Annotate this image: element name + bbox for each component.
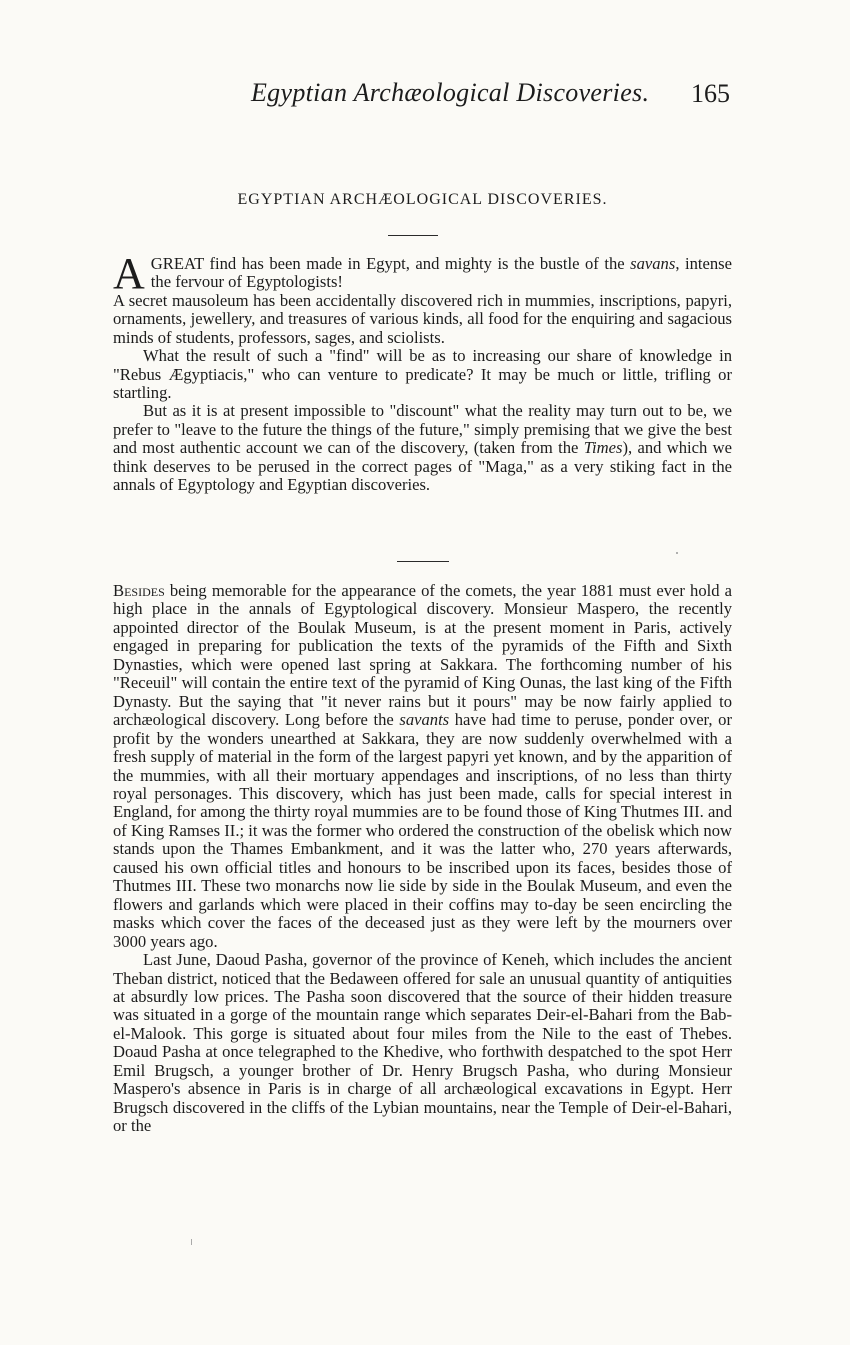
main-paragraph-2: Last June, Daoud Pasha, governor of the province of Keneh, which includes the ancient Theban district, noticed that the Bedaween offered for sale an unusual quantity of antiquities at absurdly low prices. The Pasha soon discovered that the source of their hidden treasure was situated in a gorge of the mountain range which separates Deir-el-Bahari from the Bab-el-Malook. This gorge is situated about four miles from the Nile to the east of Thebes. Doaud Pasha at once telegraphed to the Khedive, who forthwith despatched to the spot Herr Emil Brugsch, a younger brother of Dr. Henry Brugsch Pasha, who during Monsieur Maspero's absence in Paris is in charge of all archæological excavations in Egypt. Herr Brugsch discovered in the cliffs of the Lybian mountains, near the Temple of Deir-el-Bahari, or the bbox=[113, 950, 732, 1136]
title-rule bbox=[388, 235, 438, 236]
running-head bbox=[113, 78, 732, 114]
intro-paragraph-3: What the result of such a "find" will be as to increasing our share of knowledge in "Rebus Ægyptiacis," who can venture to predicate? It may be much or little, trifling or startling. bbox=[113, 346, 732, 403]
intro-p1-caps: GREAT bbox=[150, 254, 204, 273]
intro-p1-italic: savans bbox=[630, 254, 676, 273]
intro-p4-italic: Times bbox=[583, 438, 623, 458]
drop-cap: A bbox=[113, 249, 145, 298]
main-p1-text-a: being memorable for the appearance of the comets, the year 1881 must ever hold a high place in the annals of Egyptological discovery. Monsieur Maspero, the recently appointed director of the Boulak Museum, is at the present moment in Paris, actively engaged in preparing for publication the texts of the pyramids of the Fifth and Sixth Dynasties, which were opened last spring at Sakkara. The forthcoming number of his "Receuil" will contain the entire text of the pyramid of King Ounas, the last king of the Fifth Dynasty. But the saying that "it never rains but it pours" may be now fairly applied to archæological discovery. Long before the bbox=[113, 581, 732, 730]
intro-p1-text-a: find has been made in Egypt, and mighty is the bustle of the bbox=[203, 254, 631, 273]
page-number: 165 bbox=[691, 79, 730, 108]
main-paragraph-1 bbox=[113, 582, 732, 951]
main-p1-italic: savants bbox=[399, 710, 450, 730]
print-speck bbox=[191, 1239, 192, 1245]
print-speck bbox=[676, 552, 678, 554]
intro-paragraph-2: A secret mausoleum has been accidentally discovered rich in mummies, inscriptions, papyri, ornaments, jewellery, and treasures of various kinds, all food for the enquiring and sagacious minds of students, professors, sages, and sciolists. bbox=[113, 291, 732, 347]
article-title: EGYPTIAN ARCHÆOLOGICAL DISCOVERIES. bbox=[237, 191, 608, 208]
intro-paragraph-4 bbox=[113, 402, 732, 494]
intro-p1-text-b: , intense the fervour of Egyptologists! bbox=[150, 254, 732, 292]
main-p1-caps: Besides bbox=[113, 581, 165, 600]
running-title: Egyptian Archæological Discoveries. bbox=[251, 78, 650, 107]
section-rule bbox=[397, 561, 449, 562]
intro-p4-text-b: ), and which we think deserves to be perused in the correct pages of "Maga," as a very stiking fact in the annals of Egyptology and Egyptian discoveries. bbox=[113, 438, 732, 495]
main-section bbox=[113, 582, 732, 1136]
intro-section bbox=[113, 249, 732, 495]
intro-paragraph-1 bbox=[113, 249, 732, 298]
main-p1-text-b: have had time to peruse, ponder over, or profit by the wonders unearthed at Sakkara, they are now suddenly overwhelmed with a fresh supply of material in the form of the largest papyri yet known, and by the apparition of the mummies, with all their mortuary appendages and inscriptions, of no less than thirty royal personages. This discovery, which has just been made, calls for special interest in England, for among the thirty royal mummies are to be found those of King Thutmes III. and of King Ramses II.; it was the former who ordered the construction of the obelisk which now stands upon the Thames Embankment, and it was the latter who, 270 years afterwards, caused his own official titles and honours to be inscribed upon its faces, besides those of Thutmes III. These two monarchs now lie side by side in the Boulak Museum, and even the flowers and garlands which were placed in their coffins may to-day be seen encircling the masks which cover the faces of the deceased just as they were left by the mourners over 3000 years ago. bbox=[113, 710, 732, 951]
intro-p4-text-a: But as it is at present impossible to "discount" what the reality may turn out to be, we prefer to "leave to the future the things of the future," simply premising that we give the best and most authentic account we can of the discovery, (taken from the bbox=[113, 401, 732, 458]
